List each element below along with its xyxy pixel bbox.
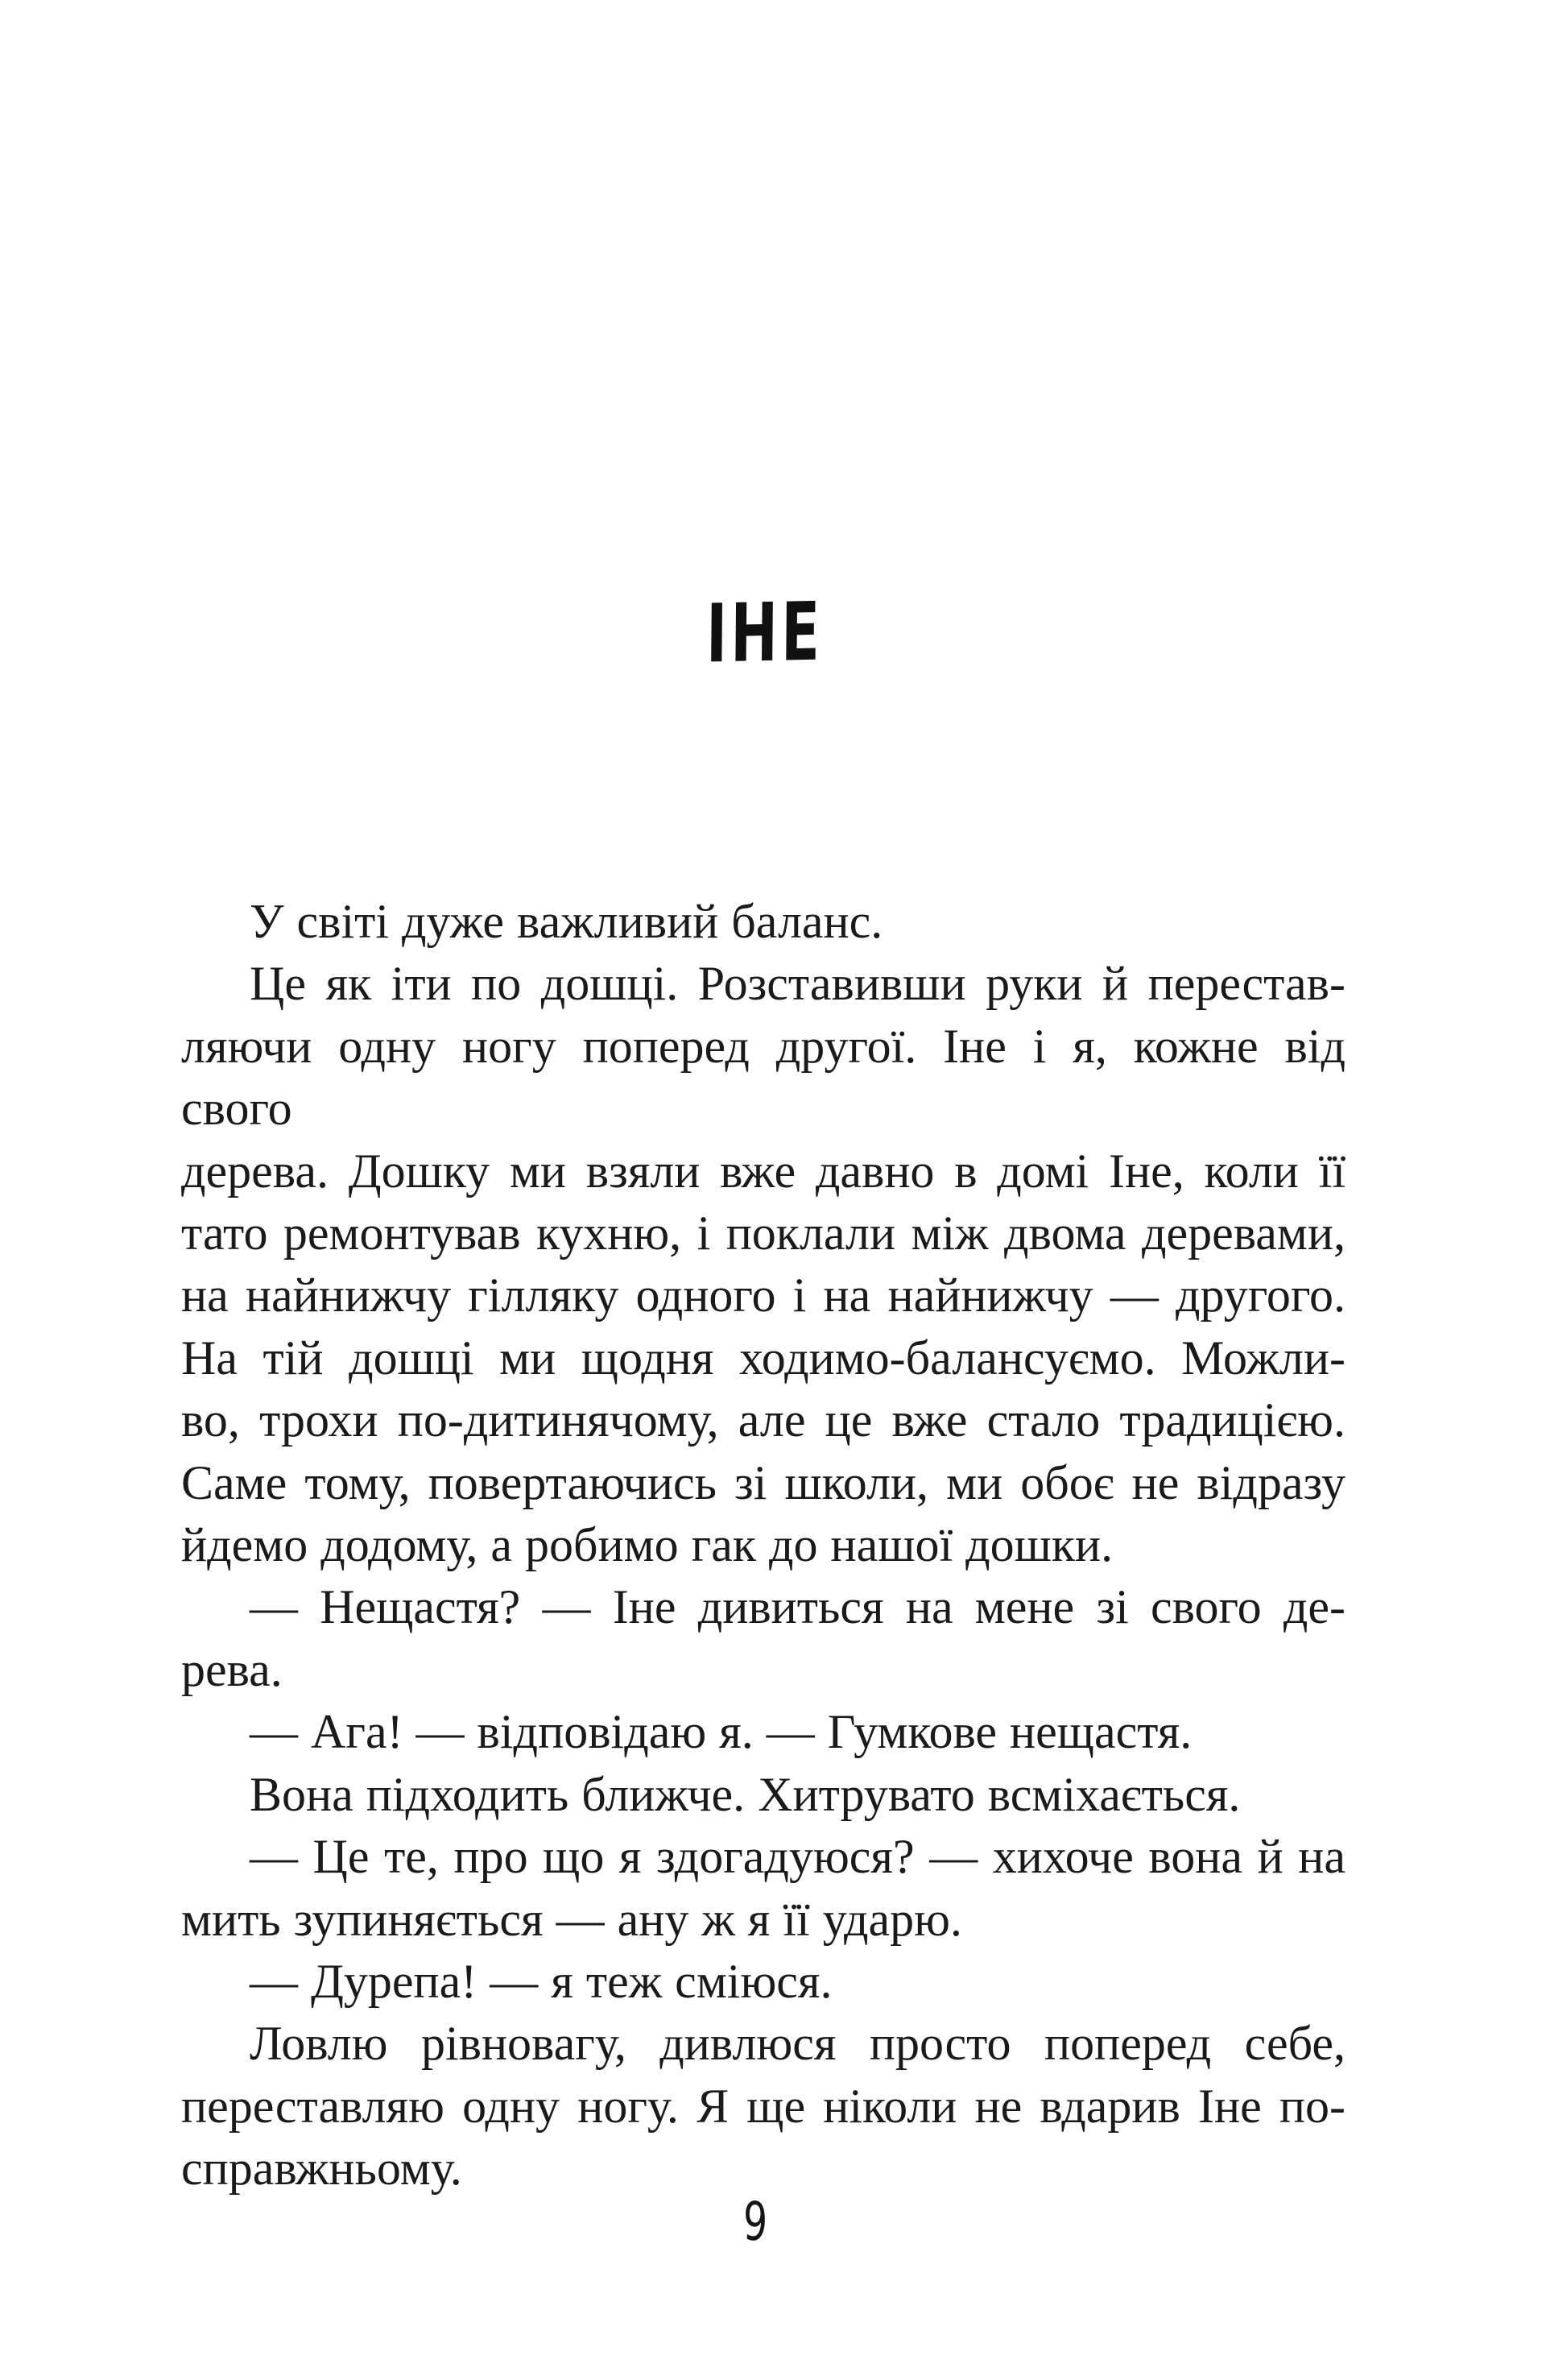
chapter-title-text: ІНЕ [705, 584, 825, 681]
text-line: рева. [181, 1642, 283, 1696]
text-line: переставляю одну ногу. Я ще ніколи не вдарив Іне по- [181, 2079, 1346, 2133]
text-line: — Ага! — відповідаю я. — Гумкове нещастя. [250, 1705, 1193, 1759]
text-line: справжньому. [181, 2142, 462, 2196]
text-line: мить зупиняється — ану ж я її ударю. [181, 1892, 962, 1946]
text-line: Ловлю рівновагу, дивлюся просто поперед себе, [250, 2017, 1346, 2071]
text-line: во, трохи по-дитинячому, але це вже стало традицією. [181, 1393, 1346, 1447]
text-line: на найнижчу гілляку одного і на найнижчу — другого. [181, 1269, 1346, 1322]
text-line: йдемо додому, а робимо гак до нашої дошки. [181, 1518, 1114, 1572]
text-line: Це як іти по дошці. Розставивши руки й перестав- [250, 957, 1346, 1011]
text-line: ляючи одну ногу поперед другої. Іне і я, кожне від свого [181, 1019, 1346, 1136]
text-line: дерева. Дошку ми взяли вже давно в домі Іне, коли її [181, 1144, 1346, 1198]
text-line: У світі дуже важливий баланс. [250, 895, 883, 948]
body-text-block [181, 891, 1346, 2200]
text-line: — Це те, про що я здогадуюся? — хихоче вона й на [250, 1830, 1346, 1884]
text-line: На тій дошці ми щодня ходимо-балансуємо. Можли- [181, 1331, 1346, 1385]
text-line: Вона підходить ближче. Хитрувато всміхається. [250, 1767, 1241, 1821]
page-number [0, 2190, 1511, 2254]
text-line: — Дурепа! — я теж сміюся. [250, 1954, 833, 2008]
chapter-title [0, 584, 1530, 681]
text-line: тато ремонтував кухню, і поклали між двома деревами, [181, 1207, 1346, 1260]
page-number-text: 9 [742, 2190, 768, 2254]
text-line: Саме тому, повертаючись зі школи, ми обоє не відразу [181, 1455, 1346, 1509]
text-line: — Нещастя? — Іне дивиться на мене зі свого де- [250, 1580, 1346, 1634]
